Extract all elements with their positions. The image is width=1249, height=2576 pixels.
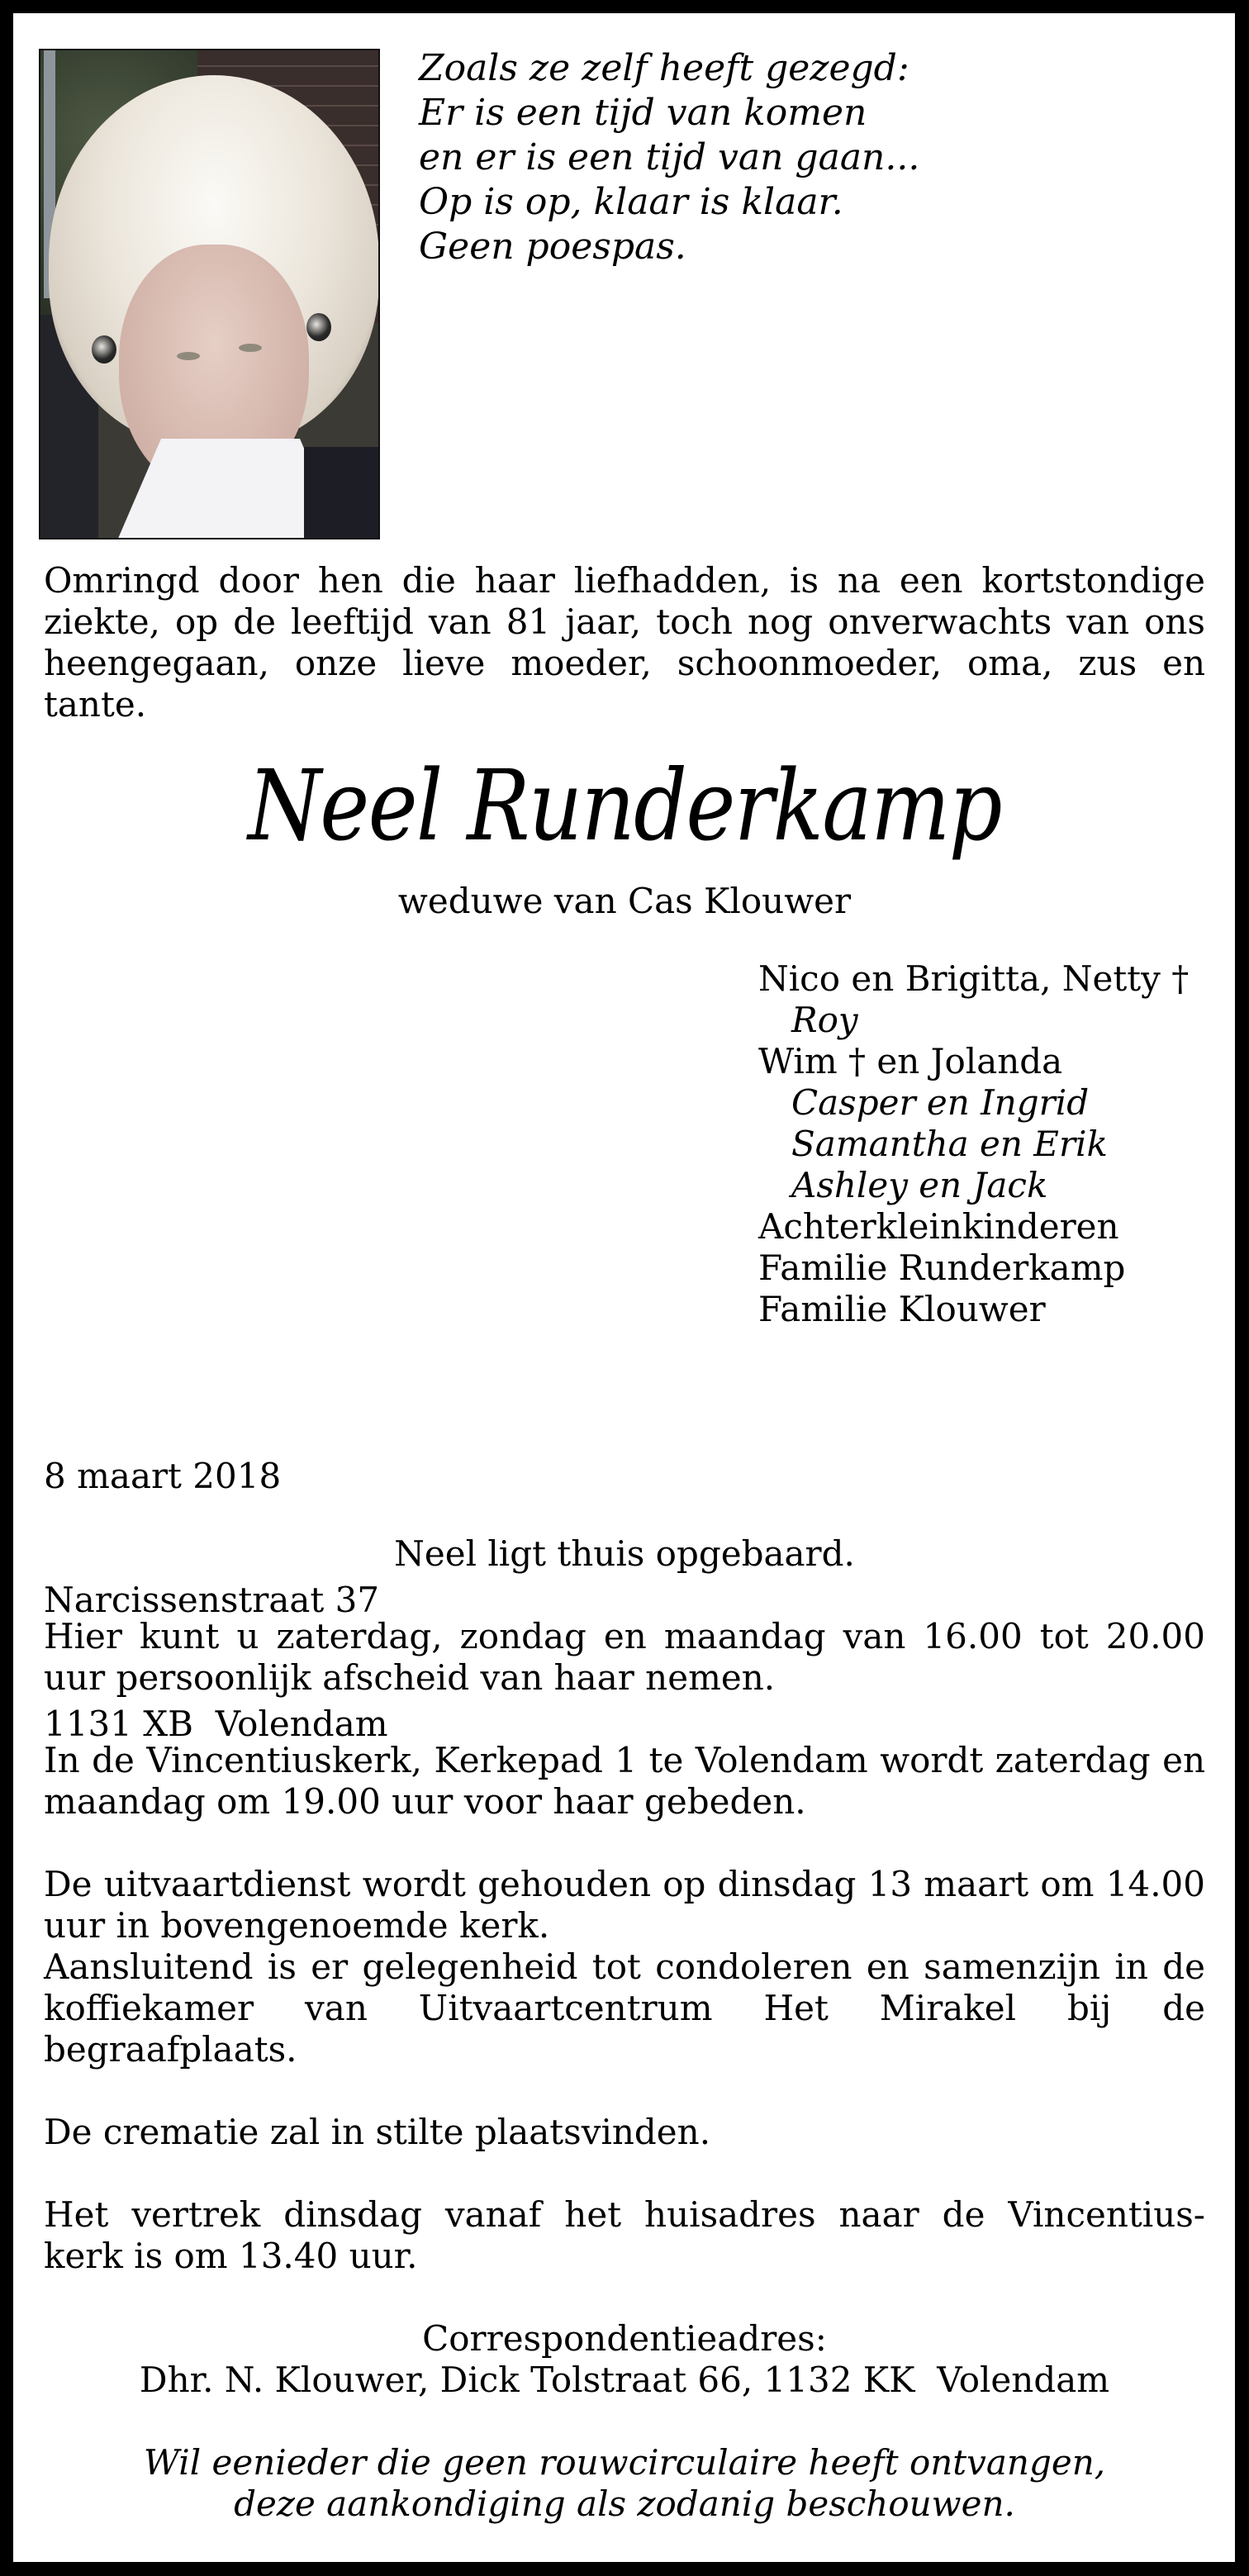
correspondence-label: Correspondentieadres: — [422, 2318, 827, 2359]
family-item-grandchild: Casper en Ingrid — [791, 1082, 1090, 1123]
departure-line-2: kerk is om 13.40 uur. — [44, 2236, 418, 2276]
intro-paragraph: Omringd door hen die haar liefhadden, is na een kortstondige ziekte, op de leeftijd van 81 jaar, toch nog onverwachts van ons heengegaan, onze lieve moeder, schoonmoeder, oma, zus en tante. — [44, 560, 1205, 725]
family-item: Wim † en Jolanda — [758, 1041, 1063, 1081]
family-item: Achterkleinkinderen — [758, 1206, 1119, 1247]
home-street: Narcissenstraat 37 — [44, 1580, 380, 1620]
portrait-photo — [39, 49, 380, 539]
announcement-date: 8 maart 2018 — [44, 1456, 282, 1496]
family-item: Familie Runderkamp — [758, 1248, 1126, 1288]
prayer-paragraph: In de Vincentiuskerk, Kerkepad 1 te Volendam wordt zaterdag en maandag om 19.00 uur voor haar gebeden. — [44, 1740, 1205, 1822]
visiting-paragraph: Hier kunt u zaterdag, zondag en maandag van 16.00 tot 20.00 uur persoonlijk afscheid van haar nemen. — [44, 1616, 1205, 1698]
family-item-grandchild: Roy — [791, 1000, 858, 1040]
family-list — [758, 958, 1189, 1330]
poem-line: Op is op, klaar is klaar. — [419, 181, 843, 223]
family-item-grandchild: Samantha en Erik — [791, 1124, 1108, 1164]
correspondence-address: Dhr. N. Klouwer, Dick Tolstraat 66, 1132 KK Volendam — [139, 2360, 1110, 2400]
poem-line: Geen poespas. — [419, 226, 686, 268]
photo-eye-left — [177, 352, 200, 360]
photo-sweater — [304, 447, 378, 539]
cremation-paragraph: De crematie zal in stilte plaatsvinden. — [44, 2112, 711, 2152]
poem-line: Er is een tijd van komen — [419, 92, 867, 134]
departure-line-1: Het vertrek dinsdag vanaf het huisadres naar de Vincentius- — [44, 2194, 1205, 2235]
family-item: Nico en Brigitta, Netty † — [758, 958, 1190, 999]
family-item-grandchild: Ashley en Jack — [791, 1165, 1048, 1205]
condolences-paragraph: Aansluitend is er gelegenheid tot condoleren en samenzijn in de koffiekamer van Uitvaartcentrum Het Mirakel bij de begraafplaats. — [44, 1946, 1205, 2070]
closing-line-2: deze aankondiging als zodanig beschouwen. — [234, 2483, 1015, 2524]
poem — [419, 46, 919, 269]
photo-earring-right — [306, 313, 331, 341]
photo-eye-right — [239, 344, 262, 352]
photo-earring-left — [92, 335, 116, 364]
home-address — [44, 1373, 388, 1786]
poem-line: Zoals ze zelf heeft gezegd: — [419, 47, 909, 89]
home-city: 1131 XB Volendam — [44, 1704, 388, 1744]
deceased-subtitle: weduwe van Cas Klouwer — [397, 881, 852, 921]
closing-line-1: Wil eenieder die geen rouwcirculaire heeft ontvangen, — [143, 2442, 1106, 2483]
lying-in-state: Neel ligt thuis opgebaard. — [394, 1533, 855, 1574]
deceased-name: Neel Runderkamp — [248, 749, 1001, 863]
poem-line: en er is een tijd van gaan... — [419, 136, 920, 178]
funeral-service-paragraph: De uitvaartdienst wordt gehouden op dinsdag 13 maart om 14.00 uur in bovengenoemde kerk. — [44, 1864, 1205, 1946]
family-item: Familie Klouwer — [758, 1289, 1046, 1329]
